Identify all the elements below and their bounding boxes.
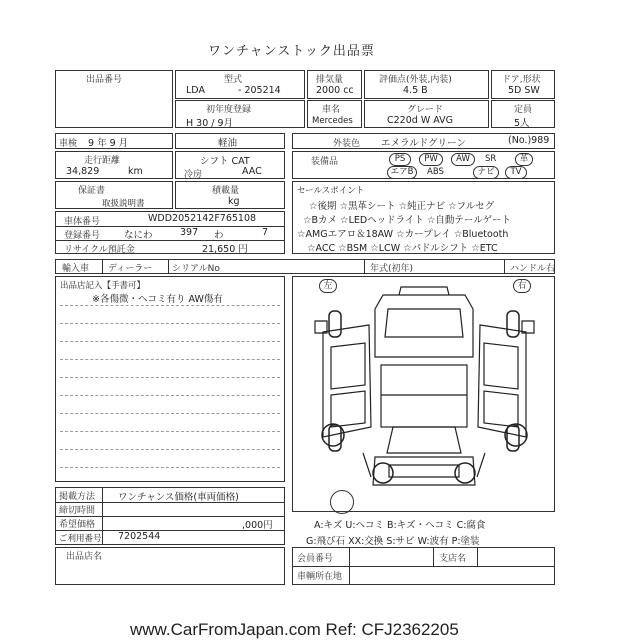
equip-aw: AW: [451, 153, 475, 166]
door-label: ドア,形状: [502, 75, 541, 85]
inspection-value: 9 年 9 月: [88, 138, 129, 149]
lot-number-label: 出品番号: [86, 75, 123, 85]
equipment-label: 装備品: [311, 157, 339, 167]
registration-number: 397: [180, 227, 199, 238]
door-box: [491, 70, 555, 99]
ac-value: AAC: [242, 166, 262, 177]
mileage-label: 走行距離: [84, 156, 121, 166]
diagram-right-label: 右: [513, 279, 531, 293]
capacity-label: 定員: [514, 105, 533, 115]
price-block: [55, 487, 285, 545]
warranty-value: 取扱説明書: [102, 199, 145, 209]
sales-points-box: [292, 181, 555, 254]
load-label: 積載量: [212, 186, 240, 196]
sales-point-line-1: ☆後期 ☆黒革シート ☆純正ナビ ☆フルセグ: [309, 201, 495, 212]
usage-number-value: 7202544: [118, 531, 161, 542]
legend-line-1: A:キズ U:ヘコミ B:キズ・ヘコミ C:腐食: [314, 520, 486, 531]
displacement-label: 排気量: [316, 75, 344, 85]
load-unit: kg: [228, 196, 240, 207]
warranty-heading: 保証書: [78, 186, 106, 196]
desired-price-label: 希望価格: [59, 520, 96, 530]
page-title: ワンチャンストック出品票: [208, 44, 375, 59]
vehicle-location-label: 車輌所在地: [297, 572, 343, 582]
equip-airbag: エアB: [387, 166, 417, 179]
score-value: 4.5 B: [403, 85, 428, 96]
ac-label: 冷房: [184, 170, 203, 180]
import-row: [55, 259, 555, 274]
car-name-label: 車名: [322, 105, 341, 115]
legend-line-2: G:飛び石 XX:交換 S:サビ W:波有 P:塗装: [306, 536, 480, 547]
sales-point-line-4: ☆ACC ☆BSM ☆LCW ☆パドルシフト ☆ETC: [307, 243, 498, 254]
year-label: 年式(初年): [370, 264, 414, 274]
grade-label: グレード: [407, 105, 444, 115]
damage-diagram-box: [292, 276, 555, 512]
chassis-registration-box: [55, 211, 285, 254]
sales-point-line-2: ☆Bカメ ☆LEDヘッドライト ☆自動テールゲート: [303, 215, 512, 226]
first-registration-label: 初年度登録: [206, 105, 252, 115]
sales-points-label: セールスポイント: [297, 186, 365, 196]
model-label: 型式: [224, 75, 243, 85]
equip-ps: PS: [389, 153, 411, 166]
mileage-box: [55, 151, 173, 179]
registration-kana: わ: [214, 230, 224, 241]
warranty-box: [55, 181, 173, 209]
recycle-value: 21,650 円: [202, 244, 248, 255]
grade-value: C220d W AVG: [387, 115, 453, 126]
branch-name-label: 支店名: [439, 554, 467, 564]
color-box: [292, 133, 555, 149]
notes-label: 出品店記入【手書可】: [60, 281, 146, 291]
chassis-label: 車体番号: [64, 217, 101, 227]
model-number: - 205214: [238, 85, 281, 96]
member-number-label: 会員番号: [297, 554, 334, 564]
seal-circle: [330, 490, 354, 514]
capacity-box: [491, 100, 555, 128]
desired-price-value: ,000円: [242, 520, 273, 531]
car-name-box: [307, 100, 362, 128]
member-box: [292, 547, 555, 585]
seller-name-box: [55, 547, 285, 585]
fuel-value: 軽油: [218, 138, 238, 149]
shift-value: シフト CAT: [200, 156, 250, 167]
notes-box: [55, 276, 285, 482]
listing-method-value: ワンチャンス価格(車両価格): [118, 492, 239, 503]
dealer-label: ディーラー: [108, 264, 153, 274]
equip-sr: SR: [485, 154, 497, 164]
equip-navi: ナビ: [473, 166, 499, 179]
seller-name-label: 出品店名: [66, 552, 103, 562]
handle-label: ハンドル右: [510, 264, 556, 274]
registration-area: なにわ: [124, 230, 153, 241]
first-registration-box: [175, 100, 305, 128]
grade-box: [364, 100, 489, 128]
chassis-value: WDD2052142F765108: [148, 213, 257, 224]
notes-first-line: ※各傷微・ヘコミ有り AW傷有: [92, 294, 223, 305]
import-label: 輸入車: [62, 264, 90, 274]
color-label: 外装色: [333, 139, 361, 149]
displacement-value: 2000 cc: [316, 85, 354, 96]
usage-number-label: ご利用番号: [59, 534, 102, 544]
score-box: [364, 70, 489, 99]
sales-point-line-3: ☆AMGエアロ＆18AW ☆カープレイ ☆Bluetooth: [297, 229, 509, 240]
listing-method-label: 掲載方法: [59, 492, 96, 502]
first-registration-value: H 30 / 9月: [186, 118, 234, 129]
color-number: (No.)989: [508, 135, 550, 146]
deadline-label: 締切時間: [59, 506, 96, 516]
mileage-unit: km: [128, 166, 143, 177]
equipment-box: [292, 151, 555, 179]
model-box: [175, 70, 305, 99]
inspection-box: [55, 133, 173, 149]
registration-digits: 7: [262, 227, 269, 238]
capacity-value: 5人: [514, 118, 530, 129]
equip-abs: ABS: [427, 167, 444, 177]
car-name-value: Mercedes: [312, 116, 353, 126]
equip-leather: 革: [515, 153, 533, 166]
watermark-text: www.CarFromJapan.com Ref: CFJ2362205: [130, 620, 459, 639]
recycle-label: リサイクル預託金: [64, 245, 135, 255]
inspection-label: 車検: [59, 139, 78, 149]
model-prefix: LDA: [186, 85, 205, 96]
diagram-left-label: 左: [319, 279, 337, 293]
equip-pw: PW: [419, 153, 443, 166]
lot-number-box: [55, 70, 173, 128]
shift-box: [175, 151, 285, 179]
car-outline-diagram: [293, 277, 556, 513]
load-box: [175, 181, 285, 209]
displacement-box: [307, 70, 362, 99]
color-value: エメラルドグリーン: [381, 138, 466, 149]
registration-label: 登録番号: [64, 231, 101, 241]
equip-tv: TV: [505, 166, 527, 179]
score-label: 評価点(外装,内装): [379, 75, 452, 85]
serial-label: シリアルNo: [172, 264, 220, 274]
mileage-value: 34,829: [66, 166, 100, 177]
door-value: 5D SW: [508, 85, 540, 96]
fuel-box: [175, 133, 285, 149]
